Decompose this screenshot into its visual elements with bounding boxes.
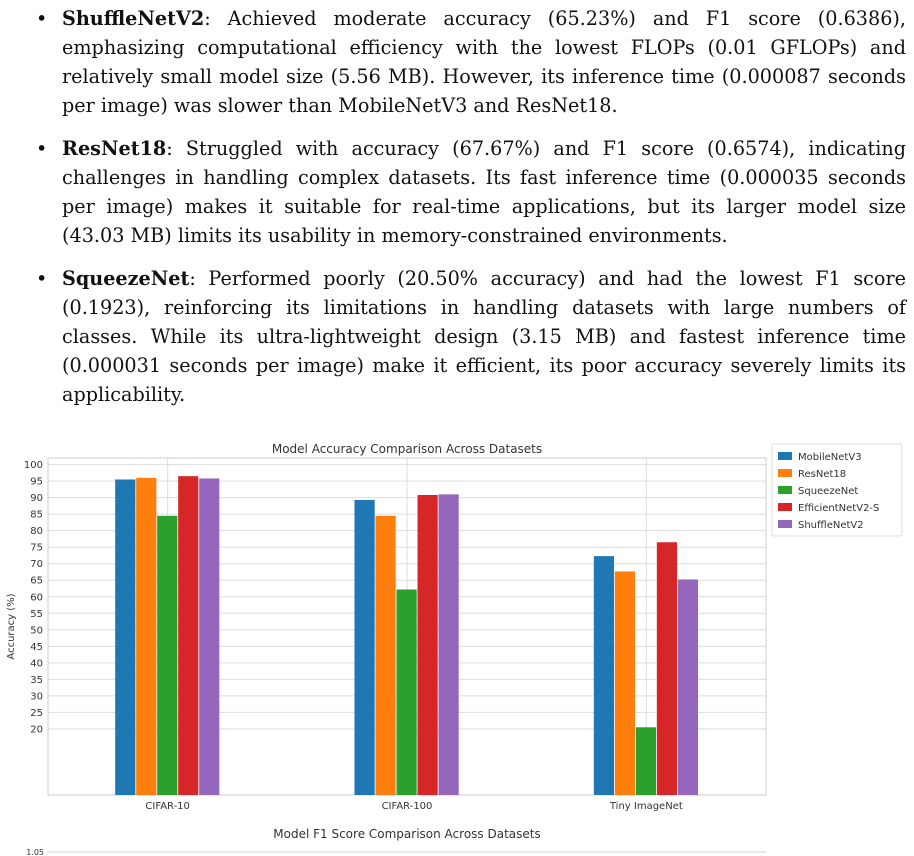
- y-tick-label: 100: [23, 460, 43, 472]
- y-tick-label: 20: [30, 724, 43, 736]
- bullet-term: SqueezeNet: [62, 267, 190, 290]
- legend-swatch: [778, 503, 792, 511]
- legend-label: ShuffleNetV2: [798, 520, 864, 531]
- bar-squeezenet: [157, 516, 177, 795]
- x-tick-label: CIFAR-100: [381, 801, 433, 812]
- bullet-text: : Achieved moderate accuracy (65.23%) and F1 score (0.6386), emphasizing computational efficiency with the lowest FLOPs (0.01 GFLOPs) and relatively small model size (5.56 MB). However, its inference time (0.000087 seconds per image) was slower than MobileNetV3 and ResNet18.: [62, 7, 906, 117]
- legend-label: ResNet18: [798, 469, 847, 480]
- y-tick-label: 35: [30, 674, 43, 686]
- legend-label: MobileNetV3: [798, 452, 862, 463]
- bar-resnet18: [136, 478, 156, 795]
- y-tick-label: 25: [30, 707, 43, 719]
- f1-chart: [0, 826, 914, 856]
- legend-swatch: [778, 469, 792, 477]
- y-tick-label: 40: [30, 658, 43, 670]
- bar-efficientnetv2-s: [178, 476, 198, 795]
- bullet-resnet18: [36, 134, 906, 250]
- accuracy-chart: [0, 442, 914, 826]
- legend-swatch: [778, 520, 792, 528]
- bar-resnet18: [376, 516, 396, 795]
- bar-shufflenetv2: [439, 494, 459, 795]
- bar-resnet18: [615, 571, 635, 795]
- bullet-text: : Performed poorly (20.50% accuracy) and had the lowest F1 score (0.1923), reinforcing its limitations in handling datasets with large numbers of classes. While its ultra-lightweight design (3.15 MB) and fastest inference time (0.000031 seconds per image) make it efficient, its poor accuracy severely limits its applicability.: [62, 267, 906, 406]
- legend-swatch: [778, 452, 792, 460]
- y-tick-label: 30: [30, 691, 43, 703]
- bar-efficientnetv2-s: [418, 495, 438, 795]
- chart-title: Model F1 Score Comparison Across Datasets: [273, 827, 541, 841]
- bullet-squeezenet: [36, 264, 906, 409]
- bullet-shufflenetv2: [36, 4, 906, 120]
- bullet-dot: •: [36, 267, 48, 290]
- y-tick-label: 65: [30, 575, 43, 587]
- bar-shufflenetv2: [199, 478, 219, 795]
- y-tick-label: 85: [30, 509, 43, 521]
- bar-mobilenetv3: [594, 556, 614, 795]
- y-tick-label: 50: [30, 625, 43, 637]
- legend-swatch: [778, 486, 792, 494]
- bullet-term: ResNet18: [62, 137, 167, 160]
- bar-mobilenetv3: [355, 500, 375, 795]
- bullet-dot: •: [36, 137, 48, 160]
- y-axis-label: Accuracy (%): [6, 593, 17, 660]
- y-tick-label: 90: [30, 493, 43, 505]
- y-tick-label: 45: [30, 641, 43, 653]
- y-tick-label: 80: [30, 526, 43, 538]
- bar-squeezenet: [636, 727, 656, 795]
- bar-shufflenetv2: [678, 579, 698, 795]
- bar-efficientnetv2-s: [657, 542, 677, 795]
- bullet-text: : Struggled with accuracy (67.67%) and F1 score (0.6574), indicating challenges in handling complex datasets. Its fast inference time (0.000035 seconds per image) makes it suitable for real-time applications, but its larger model size (43.03 MB) limits its usability in memory-constrained environments.: [62, 137, 906, 247]
- bullet-dot: •: [36, 7, 48, 30]
- bullet-term: ShuffleNetV2: [62, 7, 205, 30]
- y-tick-label: 70: [30, 559, 43, 571]
- y-tick-label: 75: [30, 542, 43, 554]
- bar-mobilenetv3: [115, 479, 135, 795]
- bullet-list: [36, 4, 906, 423]
- y-tick-label: 95: [30, 476, 43, 488]
- x-tick-label: CIFAR-10: [145, 801, 190, 812]
- chart-title: Model Accuracy Comparison Across Datasets: [271, 442, 543, 456]
- y-tick-label: 1.05: [26, 848, 44, 856]
- legend-label: EfficientNetV2-S: [798, 503, 880, 514]
- y-tick-label: 60: [30, 592, 43, 604]
- x-tick-label: Tiny ImageNet: [609, 801, 683, 812]
- y-tick-label: 55: [30, 608, 43, 620]
- bar-squeezenet: [397, 589, 417, 795]
- legend-label: SqueezeNet: [798, 486, 859, 497]
